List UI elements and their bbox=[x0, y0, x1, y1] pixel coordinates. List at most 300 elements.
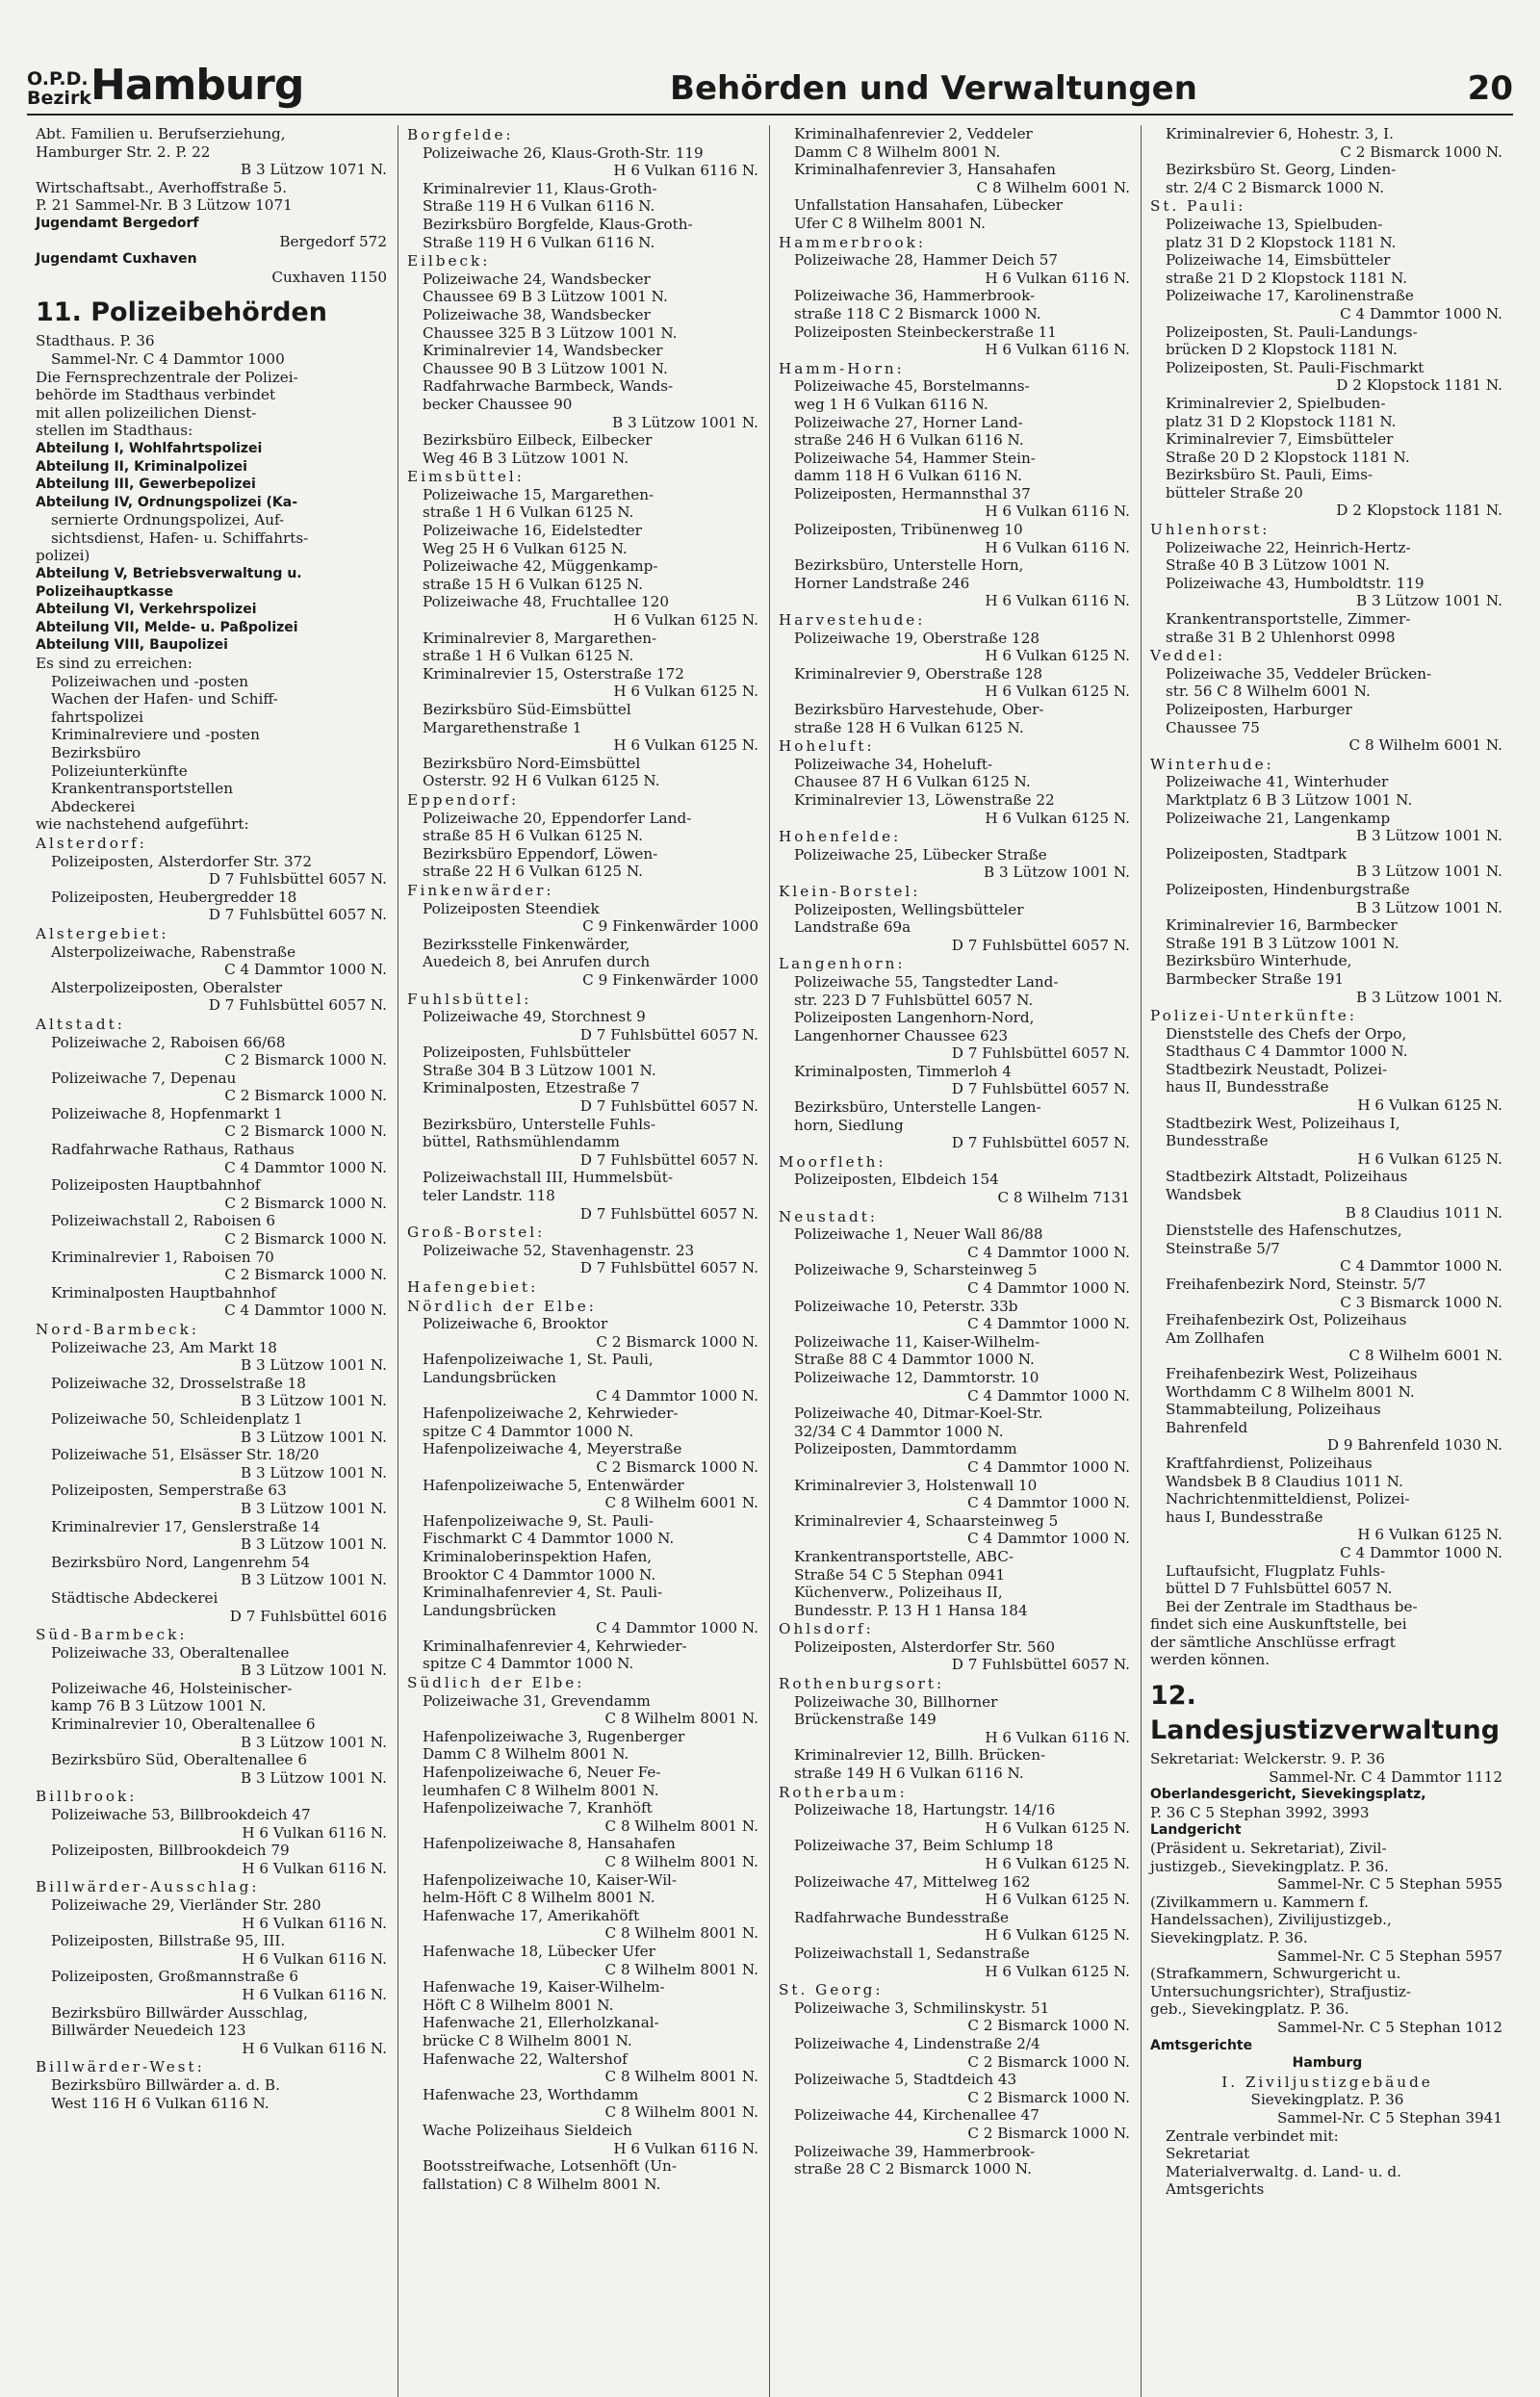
directory-entry-line: B 3 Lützow 1001 N. bbox=[983, 863, 1130, 882]
directory-entry-line: Fischmarkt C 4 Dammtor 1000 N. bbox=[423, 1530, 675, 1548]
directory-entry-line: C 8 Wilhelm 8001 N. bbox=[604, 1960, 758, 1978]
directory-entry-line: Polizeiunterkünfte bbox=[51, 761, 188, 780]
directory-entry-line: Polizeiwache 36, Hammerbrook- bbox=[794, 287, 1036, 305]
directory-entry-line: Kriminalrevier 10, Oberaltenallee 6 bbox=[51, 1715, 316, 1734]
directory-entry-line: Radfahrwache Rathaus, Rathaus bbox=[51, 1141, 295, 1159]
directory-entry-line: Polizeiwache 34, Hoheluft- bbox=[794, 755, 993, 773]
directory-entry-line: polizei) bbox=[36, 547, 90, 565]
directory-entry-line: C 2 Bismarck 1000 N. bbox=[596, 1332, 758, 1351]
directory-entry-line: Billwärder-West: bbox=[36, 2058, 205, 2076]
directory-entry-line: Polizeiposten, Harburger bbox=[1166, 701, 1352, 718]
directory-entry-line: Weg 46 B 3 Lützow 1001 N. bbox=[423, 449, 629, 467]
directory-entry-line: Polizeiwache 21, Langenkamp bbox=[1166, 809, 1391, 827]
directory-entry-line: H 6 Vulkan 6125 N. bbox=[613, 683, 758, 701]
directory-entry-line: Nachrichtenmitteldienst, Polizei- bbox=[1166, 1490, 1410, 1508]
directory-entry-line: Wandsbek B 8 Claudius 1011 N. bbox=[1166, 1472, 1403, 1490]
directory-entry-line: Osterstr. 92 H 6 Vulkan 6125 N. bbox=[423, 772, 660, 790]
directory-entry-line: Finkenwärder: bbox=[407, 881, 554, 899]
directory-entry-line: Polizeiwache 11, Kaiser-Wilhelm- bbox=[794, 1332, 1040, 1351]
directory-entry-line: Straße 191 B 3 Lützow 1001 N. bbox=[1166, 934, 1399, 952]
directory-entry-line: Abteilung V, Betriebsverwaltung u. bbox=[36, 566, 302, 582]
directory-entry-line: C 4 Dammtor 1000 N. bbox=[967, 1494, 1130, 1512]
directory-entry-line: Landungsbrücken bbox=[423, 1601, 556, 1619]
directory-entry-line: Sekretariat: Welckerstr. 9. P. 36 bbox=[1150, 1750, 1385, 1768]
directory-entry-line: Eimsbüttel: bbox=[407, 468, 525, 486]
directory-entry-line: Polizeiwache 16, Eidelstedter bbox=[423, 522, 642, 540]
directory-entry-line: Sammel-Nr. C 5 Stephan 5955 bbox=[1276, 1875, 1502, 1894]
directory-entry-line: Hamm-Horn: bbox=[779, 359, 905, 377]
directory-entry-line: Polizeiwache 42, Müggenkamp- bbox=[423, 557, 658, 576]
directory-entry-line: brücken D 2 Klopstock 1181 N. bbox=[1166, 341, 1398, 359]
directory-entry-line: Polizeiwache 28, Hammer Deich 57 bbox=[794, 251, 1059, 270]
directory-entry-line: Bezirksbüro Winterhude, bbox=[1166, 952, 1352, 970]
directory-entry-line: Polizeiwache 53, Billbrookdeich 47 bbox=[51, 1806, 311, 1824]
directory-entry-line: Sammel-Nr. C 5 Stephan 5957 bbox=[1276, 1946, 1502, 1965]
directory-entry-line: Hafenwache 21, Ellerholzkanal- bbox=[423, 2014, 659, 2032]
directory-entry-line: Polizeiwache 4, Lindenstraße 2/4 bbox=[794, 2034, 1040, 2052]
directory-entry-line: Polizeiwache 46, Holsteinischer- bbox=[51, 1679, 293, 1697]
directory-entry-line: H 6 Vulkan 6125 N. bbox=[985, 1962, 1130, 1980]
directory-entry-line: Ohlsdorf: bbox=[779, 1620, 874, 1638]
directory-entry-line: Polizeiposten, Tribünenweg 10 bbox=[794, 521, 1023, 539]
directory-entry-line: Polizeiposten, Hermannsthal 37 bbox=[794, 484, 1031, 503]
opd-label bbox=[27, 68, 91, 109]
directory-entry-line: Polizeiwache 17, Karolinenstraße bbox=[1166, 287, 1414, 305]
directory-entry-line: Polizeiwache 5, Stadtdeich 43 bbox=[794, 2071, 1017, 2089]
directory-entry-line: Polizeiwache 14, Eimsbütteler bbox=[1166, 251, 1391, 270]
directory-entry-line: D 7 Fuhlsbüttel 6057 N. bbox=[579, 1259, 758, 1277]
directory-entry-line: C 4 Dammtor 1000 N. bbox=[1340, 1257, 1502, 1276]
directory-entry-line: fallstation) C 8 Wilhelm 8001 N. bbox=[423, 2175, 661, 2193]
directory-entry-line: straße 22 H 6 Vulkan 6125 N. bbox=[423, 863, 644, 881]
directory-entry-line: H 6 Vulkan 6125 N. bbox=[985, 683, 1130, 701]
directory-entry-line: Polizeiwache 43, Humboldtstr. 119 bbox=[1166, 574, 1424, 592]
directory-entry-line: P. 21 Sammel-Nr. B 3 Lützow 1071 bbox=[36, 196, 293, 215]
directory-entry-line: D 7 Fuhlsbüttel 6057 N. bbox=[951, 936, 1130, 954]
directory-entry-line: Polizeiwache 41, Winterhuder bbox=[1166, 773, 1389, 791]
directory-entry-line: C 2 Bismarck 1000 N. bbox=[967, 2124, 1130, 2142]
directory-entry-line: Hafenwache 19, Kaiser-Wilhelm- bbox=[423, 1978, 665, 1997]
directory-entry-line: B 3 Lützow 1001 N. bbox=[240, 1768, 387, 1787]
directory-entry-line: H 6 Vulkan 6116 N. bbox=[242, 1823, 387, 1842]
directory-entry-line: Kriminalposten, Timmerloh 4 bbox=[794, 1062, 1012, 1080]
directory-entry-line: Kriminalrevier 1, Raboisen 70 bbox=[51, 1248, 274, 1266]
directory-entry-line: Langenhorner Chaussee 623 bbox=[794, 1026, 1009, 1044]
directory-entry-line: Nördlich der Elbe: bbox=[407, 1297, 597, 1315]
directory-entry-line: P. 36 C 5 Stephan 3992, 3993 bbox=[1150, 1803, 1370, 1821]
directory-entry-line: B 3 Lützow 1001 N. bbox=[240, 1356, 387, 1375]
directory-entry-line: H 6 Vulkan 6116 N. bbox=[242, 1859, 387, 1877]
directory-entry-line: Kriminalrevier 12, Billh. Brücken- bbox=[794, 1746, 1046, 1765]
directory-entry-line: Polizeiwache 44, Kirchenallee 47 bbox=[794, 2106, 1040, 2125]
directory-entry-line: Bezirksbüro Borgfelde, Klaus-Groth- bbox=[423, 215, 693, 233]
directory-entry-line: Polizeiposten Steendiek bbox=[423, 899, 600, 917]
directory-entry-line: Eilbeck: bbox=[407, 252, 491, 271]
directory-entry-line: Jugendamt Cuxhaven bbox=[36, 251, 197, 268]
directory-entry-line: Cuxhaven 1150 bbox=[271, 268, 387, 286]
directory-entry-line: Polizeiposten, Großmannstraße 6 bbox=[51, 1968, 299, 1986]
column-1 bbox=[27, 125, 398, 2397]
directory-entry-line: C 8 Wilhelm 7131 bbox=[997, 1189, 1130, 1207]
directory-entry-line: Bezirksbüro Süd-Eimsbüttel bbox=[423, 701, 631, 718]
directory-entry-line: D 2 Klopstock 1181 N. bbox=[1336, 502, 1502, 520]
directory-entry-line: Polizeiwache 24, Wandsbecker bbox=[423, 270, 651, 288]
directory-entry-line: D 7 Fuhlsbüttel 6057 N. bbox=[579, 1025, 758, 1044]
directory-entry-line: C 8 Wilhelm 6001 N. bbox=[1348, 736, 1502, 755]
directory-entry-line: H 6 Vulkan 6116 N. bbox=[242, 1985, 387, 2003]
directory-entry-line: Stammabteilung, Polizeihaus bbox=[1166, 1401, 1381, 1419]
directory-entry-line: Bei der Zentrale im Stadthaus be- bbox=[1166, 1597, 1418, 1615]
directory-entry-line: Krankentransportstelle, ABC- bbox=[794, 1547, 1014, 1565]
directory-entry-line: spitze C 4 Dammtor 1000 N. bbox=[423, 1655, 634, 1673]
directory-entry-line: Eppendorf: bbox=[407, 790, 520, 809]
directory-entry-line: Auedeich 8, bei Anrufen durch bbox=[423, 953, 651, 971]
directory-entry-line: Polizeiwache 10, Peterstr. 33b bbox=[794, 1297, 1018, 1315]
directory-entry-line: Kriminalhafenrevier 4, Kehrwieder- bbox=[423, 1637, 687, 1655]
directory-entry-line: 12. Landesjustizverwaltung bbox=[1150, 1681, 1501, 1746]
directory-entry-line: Polizeiposten, Semperstraße 63 bbox=[51, 1482, 287, 1500]
directory-entry-line: Polizeiposten, Heubergredder 18 bbox=[51, 888, 297, 906]
directory-entry-line: Hafenpolizeiwache 10, Kaiser-Wil- bbox=[423, 1870, 678, 1889]
directory-entry-line: Alsterpolizeiposten, Oberalster bbox=[51, 978, 283, 996]
directory-entry-line: Ufer C 8 Wilhelm 8001 N. bbox=[794, 214, 986, 232]
directory-entry-line: Sekretariat bbox=[1166, 2145, 1250, 2163]
directory-entry-line: Kriminalrevier 8, Margarethen- bbox=[423, 629, 657, 647]
directory-entry-line: D 7 Fuhlsbüttel 6057 N. bbox=[951, 1134, 1130, 1152]
directory-entry-line: Städtische Abdeckerei bbox=[51, 1588, 218, 1607]
directory-entry-line: Harvestehude: bbox=[779, 611, 926, 630]
directory-entry-line: Wache Polizeihaus Sieldeich bbox=[423, 2121, 632, 2139]
directory-entry-line: Alsterpolizeiwache, Rabenstraße bbox=[51, 942, 296, 961]
directory-entry-line: büttel D 7 Fuhlsbüttel 6057 N. bbox=[1166, 1580, 1393, 1598]
directory-entry-line: Straße 119 H 6 Vulkan 6116 N. bbox=[423, 233, 655, 251]
directory-entry-line: platz 31 D 2 Klopstock 1181 N. bbox=[1166, 412, 1397, 430]
directory-entry-line: B 3 Lützow 1001 N. bbox=[1355, 863, 1502, 881]
directory-entry-line: C 8 Wilhelm 6001 N. bbox=[1348, 1347, 1502, 1365]
directory-entry-line: Freihafenbezirk Ost, Polizeihaus bbox=[1166, 1311, 1407, 1329]
directory-entry-line: Stadtbezirk Neustadt, Polizei- bbox=[1166, 1060, 1388, 1078]
directory-entry-line: H 6 Vulkan 6116 N. bbox=[242, 1949, 387, 1968]
directory-entry-line: Straße 54 C 5 Stephan 0941 bbox=[794, 1565, 1006, 1584]
directory-entry-line: Sammel-Nr. C 5 Stephan 1012 bbox=[1276, 2018, 1502, 2036]
directory-entry-line: B 3 Lützow 1001 N. bbox=[240, 1499, 387, 1517]
directory-entry-line: Hamburg bbox=[1292, 2055, 1363, 2072]
directory-entry-line: Hohenfelde: bbox=[779, 828, 902, 846]
directory-entry-line: geb., Sievekingplatz. P. 36. bbox=[1150, 2000, 1349, 2019]
directory-entry-line: Sievekingplatz. P. 36 bbox=[1250, 2091, 1404, 2109]
directory-entry-line: Kriminalrevier 2, Spielbuden- bbox=[1166, 394, 1386, 412]
directory-entry-line: Straße 119 H 6 Vulkan 6116 N. bbox=[423, 197, 655, 216]
directory-entry-line: H 6 Vulkan 6125 N. bbox=[1357, 1149, 1502, 1168]
directory-entry-line: Wirtschaftsabt., Averhoffstraße 5. bbox=[36, 178, 288, 196]
directory-entry-line: Polizeiwache 23, Am Markt 18 bbox=[51, 1338, 277, 1356]
directory-entry-line: Bezirksbüro, Unterstelle Horn, bbox=[794, 556, 1024, 575]
directory-entry-line: Hafenpolizeiwache 2, Kehrwieder- bbox=[423, 1405, 679, 1423]
directory-entry-line: Polizeiwache 15, Margarethen- bbox=[423, 485, 654, 503]
directory-entry-line: B 3 Lützow 1001 N. bbox=[240, 1662, 387, 1680]
directory-entry-line: C 4 Dammtor 1000 N. bbox=[967, 1279, 1130, 1297]
directory-entry-line: Alstergebiet: bbox=[36, 924, 169, 942]
directory-entry-line: justizgeb., Sievekingplatz. P. 36. bbox=[1150, 1857, 1389, 1875]
directory-entry-line: C 4 Dammtor 1000 N. bbox=[224, 1158, 387, 1176]
directory-entry-line: Hoheluft: bbox=[779, 737, 875, 756]
directory-entry-line: Hafenpolizeiwache 6, Neuer Fe- bbox=[423, 1764, 661, 1782]
directory-entry-line: becker Chaussee 90 bbox=[423, 395, 573, 413]
directory-entry-line: C 8 Wilhelm 8001 N. bbox=[604, 1710, 758, 1728]
opd-line2: Bezirk bbox=[27, 88, 91, 109]
directory-entry-line: Kriminalrevier 6, Hohestr. 3, I. bbox=[1166, 125, 1394, 142]
directory-entry-line: D 7 Fuhlsbüttel 6057 N. bbox=[208, 906, 387, 924]
directory-entry-line: Hamburger Str. 2. P. 22 bbox=[36, 142, 211, 161]
directory-entry-line: Kriminalrevier 4, Schaarsteinweg 5 bbox=[794, 1511, 1059, 1530]
directory-entry-line: Hafenwache 17, Amerikahöft bbox=[423, 1906, 640, 1924]
directory-entry-line: Polizeiwache 19, Oberstraße 128 bbox=[794, 629, 1040, 647]
directory-entry-line: Polizei-Unterkünfte: bbox=[1150, 1007, 1357, 1025]
directory-entry-line: Weg 25 H 6 Vulkan 6125 N. bbox=[423, 539, 628, 557]
directory-entry-line: H 6 Vulkan 6125 N. bbox=[985, 1855, 1130, 1872]
directory-entry-line: Stadthaus. P. 36 bbox=[36, 332, 155, 350]
directory-entry-line: wie nachstehend aufgeführt: bbox=[36, 815, 249, 834]
directory-entry-line: Polizeiwache 35, Veddeler Brücken- bbox=[1166, 664, 1432, 683]
directory-entry-line: Polizeiwache 18, Hartungstr. 14/16 bbox=[794, 1801, 1056, 1819]
directory-entry-line: C 8 Wilhelm 6001 N. bbox=[976, 178, 1130, 196]
directory-entry-line: fahrtspolizei bbox=[51, 708, 144, 726]
directory-entry-line: teler Landstr. 118 bbox=[423, 1187, 555, 1205]
directory-entry-line: Sammel-Nr. C 4 Dammtor 1000 bbox=[51, 349, 285, 368]
directory-entry-line: C 4 Dammtor 1000 N. bbox=[967, 1315, 1130, 1333]
directory-entry-line: Abteilung VII, Melde- u. Paßpolizei bbox=[36, 619, 298, 635]
directory-entry-line: Polizeiwache 2, Raboisen 66/68 bbox=[51, 1033, 286, 1051]
directory-entry-line: Polizeiwache 49, Storchnest 9 bbox=[423, 1008, 646, 1026]
directory-entry-line: H 6 Vulkan 6116 N. bbox=[985, 341, 1130, 359]
directory-entry-line: der sämtliche Anschlüsse erfragt bbox=[1150, 1633, 1396, 1651]
columns bbox=[27, 125, 1513, 2397]
directory-entry-line: Polizeiwache 26, Klaus-Groth-Str. 119 bbox=[423, 143, 704, 162]
directory-entry-line: Hafenpolizeiwache 5, Entenwärder bbox=[423, 1476, 684, 1494]
header-left bbox=[27, 61, 470, 110]
directory-entry-line: Veddel: bbox=[1150, 647, 1225, 665]
directory-entry-line: Billwärder-Ausschlag: bbox=[36, 1878, 260, 1896]
directory-entry-line: C 9 Finkenwärder 1000 bbox=[582, 917, 758, 936]
directory-entry-line: Stadtbezirk West, Polizeihaus I, bbox=[1166, 1114, 1400, 1132]
directory-entry-line: Bundesstraße bbox=[1166, 1132, 1269, 1150]
directory-entry-line: (Zivilkammern u. Kammern f. bbox=[1150, 1893, 1369, 1911]
directory-entry-line: Polizeiwache 13, Spielbuden- bbox=[1166, 215, 1383, 233]
directory-entry-line: Bezirksbüro, Unterstelle Langen- bbox=[794, 1098, 1041, 1117]
directory-entry-line: H 6 Vulkan 6116 N. bbox=[985, 592, 1130, 610]
directory-entry-line: Krankentransportstellen bbox=[51, 780, 234, 798]
directory-entry-line: Süd-Barmbeck: bbox=[36, 1626, 188, 1644]
directory-entry-line: Brückenstraße 149 bbox=[794, 1711, 937, 1729]
directory-entry-line: brücke C 8 Wilhelm 8001 N. bbox=[423, 2031, 632, 2049]
page-number: 20 bbox=[1467, 69, 1513, 108]
directory-entry-line: Freihafenbezirk Nord, Steinstr. 5/7 bbox=[1166, 1276, 1426, 1293]
directory-entry-line: B 3 Lützow 1001 N. bbox=[240, 1733, 387, 1751]
directory-entry-line: D 9 Bahrenfeld 1030 N. bbox=[1326, 1436, 1502, 1455]
directory-entry-line: Moorfleth: bbox=[779, 1152, 886, 1171]
directory-entry-line: Hafenpolizeiwache 4, Meyerstraße bbox=[423, 1440, 682, 1458]
directory-entry-line: H 6 Vulkan 6116 N. bbox=[985, 269, 1130, 287]
directory-entry-line: horn, Siedlung bbox=[794, 1116, 904, 1134]
directory-entry-line: Rothenburgsort: bbox=[779, 1675, 945, 1693]
directory-entry-line: C 4 Dammtor 1000 N. bbox=[596, 1386, 758, 1405]
directory-entry-line: findet sich eine Auskunftstelle, bei bbox=[1150, 1615, 1407, 1634]
directory-entry-line: Neustadt: bbox=[779, 1207, 878, 1225]
directory-entry-line: mit allen polizeilichen Dienst- bbox=[36, 403, 257, 422]
directory-entry-line: C 2 Bismarck 1000 N. bbox=[1340, 142, 1502, 161]
directory-entry-line: Hafenpolizeiwache 1, St. Pauli, bbox=[423, 1351, 654, 1369]
directory-entry-line: Abteilung I, Wohlfahrtspolizei bbox=[36, 440, 263, 456]
directory-entry-line: Rotherbaum: bbox=[779, 1783, 908, 1801]
directory-entry-line: Bezirksbüro Nord, Langenrehm 54 bbox=[51, 1553, 311, 1571]
directory-entry-line: H 6 Vulkan 6116 N. bbox=[242, 1914, 387, 1932]
directory-entry-line: Polizeiwache 22, Heinrich-Hertz- bbox=[1166, 538, 1411, 556]
directory-entry-line: C 4 Dammtor 1000 N. bbox=[596, 1619, 758, 1637]
directory-entry-line: Amtsgerichte bbox=[1150, 2037, 1253, 2053]
directory-entry-line: str. 56 C 8 Wilhelm 6001 N. bbox=[1166, 683, 1371, 701]
directory-entry-line: Brooktor C 4 Dammtor 1000 N. bbox=[423, 1565, 656, 1584]
directory-entry-line: C 2 Bismarck 1000 N. bbox=[224, 1266, 387, 1284]
directory-entry-line: Polizeiwache 54, Hammer Stein- bbox=[794, 449, 1036, 467]
directory-entry-line: Margarethenstraße 1 bbox=[423, 718, 582, 736]
directory-entry-line: Polizeiposten Hauptbahnhof bbox=[51, 1176, 261, 1195]
directory-entry-line: Abteilung VIII, Baupolizei bbox=[36, 637, 228, 654]
directory-entry-line: str. 223 D 7 Fuhlsbüttel 6057 N. bbox=[794, 991, 1034, 1009]
directory-entry-line: Abteilung IV, Ordnungspolizei (Ka- bbox=[36, 494, 298, 510]
directory-entry-line: Oberlandesgericht, Sievekingsplatz, bbox=[1150, 1787, 1426, 1803]
directory-entry-line: Klein-Borstel: bbox=[779, 882, 921, 900]
directory-entry-line: Polizeiposten, Fuhlsbütteler bbox=[423, 1044, 631, 1062]
directory-entry-line: Polizeiwache 3, Schmilinskystr. 51 bbox=[794, 1998, 1050, 2017]
directory-entry-line: H 6 Vulkan 6125 N. bbox=[985, 809, 1130, 827]
directory-entry-line: Die Fernsprechzentrale der Polizei- bbox=[36, 368, 298, 386]
directory-entry-line: Bahrenfeld bbox=[1166, 1418, 1248, 1436]
directory-entry-line: C 8 Wilhelm 8001 N. bbox=[604, 2068, 758, 2086]
directory-entry-line: Bezirksstelle Finkenwärder, bbox=[423, 935, 630, 953]
directory-entry-line: Polizeiwache 32, Drosselstraße 18 bbox=[51, 1374, 306, 1392]
directory-entry-line: H 6 Vulkan 6116 N. bbox=[613, 162, 758, 180]
directory-entry-line: bütteler Straße 20 bbox=[1166, 483, 1303, 502]
directory-entry-line: H 6 Vulkan 6116 N. bbox=[613, 2139, 758, 2157]
directory-entry-line: Krankentransportstelle, Zimmer- bbox=[1166, 610, 1411, 629]
directory-entry-line: Jugendamt Bergedorf bbox=[36, 215, 199, 231]
directory-entry-line: Straße 20 D 2 Klopstock 1181 N. bbox=[1166, 448, 1410, 466]
directory-entry-line: Radfahrwache Bundesstraße bbox=[794, 1908, 1010, 1926]
directory-entry-line: Polizeiposten Steinbeckerstraße 11 bbox=[794, 322, 1057, 341]
directory-entry-line: Polizeiposten, Elbdeich 154 bbox=[794, 1171, 999, 1189]
directory-entry-line: haus I, Bundesstraße bbox=[1166, 1508, 1323, 1526]
directory-entry-line: C 2 Bismarck 1000 N. bbox=[224, 1087, 387, 1105]
directory-entry-line: leumhafen C 8 Wilhelm 8001 N. bbox=[423, 1781, 659, 1799]
directory-entry-line: Hammerbrook: bbox=[779, 233, 926, 251]
directory-entry-line: Winterhude: bbox=[1150, 755, 1274, 773]
directory-entry-line: damm 118 H 6 Vulkan 6116 N. bbox=[794, 467, 1022, 485]
directory-entry-line: Küchenverw., Polizeihaus II, bbox=[794, 1584, 1003, 1602]
directory-entry-line: Bezirksbüro Harvestehude, Ober- bbox=[794, 701, 1044, 718]
directory-entry-line: C 2 Bismarck 1000 N. bbox=[967, 2052, 1130, 2071]
directory-entry-line: D 7 Fuhlsbüttel 6057 N. bbox=[579, 1204, 758, 1223]
section-title: Behörden und Verwaltungen bbox=[670, 69, 1197, 108]
directory-entry-line: C 4 Dammtor 1000 N. bbox=[967, 1243, 1130, 1261]
directory-entry-line: H 6 Vulkan 6125 N. bbox=[613, 611, 758, 630]
directory-entry-line: Borgfelde: bbox=[407, 126, 514, 143]
directory-entry-line: C 8 Wilhelm 8001 N. bbox=[604, 1924, 758, 1943]
directory-entry-line: Polizeiposten, St. Pauli-Landungs- bbox=[1166, 322, 1418, 341]
directory-entry-line: Kriminalposten, Etzestraße 7 bbox=[423, 1079, 640, 1097]
directory-entry-line: H 6 Vulkan 6125 N. bbox=[985, 1818, 1130, 1837]
directory-entry-line: Kriminalposten Hauptbahnhof bbox=[51, 1283, 276, 1302]
directory-entry-line: Bootsstreifwache, Lotsenhöft (Un- bbox=[423, 2157, 677, 2176]
directory-entry-line: (Präsident u. Sekretariat), Zivil- bbox=[1150, 1840, 1387, 1858]
directory-entry-line: H 6 Vulkan 6125 N. bbox=[985, 647, 1130, 665]
directory-entry-line: Hafenpolizeiwache 9, St. Pauli- bbox=[423, 1511, 654, 1530]
directory-entry-line: D 2 Klopstock 1181 N. bbox=[1336, 376, 1502, 395]
directory-entry-line: Polizeiwache 29, Vierländer Str. 280 bbox=[51, 1896, 321, 1914]
opd-line1: O.P.D. bbox=[27, 68, 89, 90]
directory-entry-line: Kriminalrevier 16, Barmbecker bbox=[1166, 916, 1398, 935]
directory-entry-line: C 8 Wilhelm 8001 N. bbox=[604, 2103, 758, 2122]
directory-entry-line: str. 2/4 C 2 Bismarck 1000 N. bbox=[1166, 178, 1385, 196]
directory-entry-line: C 2 Bismarck 1000 N. bbox=[224, 1122, 387, 1141]
directory-entry-line: C 2 Bismarck 1000 N. bbox=[224, 1051, 387, 1070]
directory-entry-line: straße 15 H 6 Vulkan 6125 N. bbox=[423, 575, 644, 593]
directory-entry-line: Hafenwache 22, Waltershof bbox=[423, 2049, 628, 2068]
directory-entry-line: straße 246 H 6 Vulkan 6116 N. bbox=[794, 431, 1024, 450]
directory-entry-line: H 6 Vulkan 6125 N. bbox=[985, 1926, 1130, 1945]
directory-entry-line: Bezirksbüro Eppendorf, Löwen- bbox=[423, 844, 658, 863]
directory-entry-line: H 6 Vulkan 6125 N. bbox=[1357, 1526, 1502, 1544]
directory-entry-line: Untersuchungsrichter), Strafjustiz- bbox=[1150, 1982, 1412, 2000]
directory-entry-line: Polizeiwache 39, Hammerbrook- bbox=[794, 2142, 1036, 2160]
directory-entry-line: Dienststelle des Chefs der Orpo, bbox=[1166, 1024, 1407, 1043]
directory-entry-line: straße 31 B 2 Uhlenhorst 0998 bbox=[1166, 628, 1396, 646]
directory-entry-line: sichtsdienst, Hafen- u. Schiffahrts- bbox=[51, 528, 309, 547]
directory-entry-line: Polizeiwache 48, Fruchtallee 120 bbox=[423, 593, 669, 611]
directory-entry-line: Straße 40 B 3 Lützow 1001 N. bbox=[1166, 556, 1390, 575]
directory-entry-line: Polizeiwache 52, Stavenhagenstr. 23 bbox=[423, 1241, 695, 1259]
directory-entry-line: Polizeihauptkasse bbox=[36, 583, 173, 600]
directory-entry-line: Polizeiwache 40, Ditmar-Koel-Str. bbox=[794, 1405, 1043, 1423]
directory-entry-line: Sammel-Nr. C 5 Stephan 3941 bbox=[1276, 2108, 1502, 2126]
directory-entry-line: H 6 Vulkan 6125 N. bbox=[613, 736, 758, 755]
directory-entry-line: B 3 Lützow 1001 N. bbox=[1355, 827, 1502, 845]
directory-entry-line: Barmbecker Straße 191 bbox=[1166, 969, 1345, 988]
directory-entry-line: Alsterdorf: bbox=[36, 834, 147, 852]
directory-entry-line: Straße 88 C 4 Dammtor 1000 N. bbox=[794, 1351, 1035, 1369]
directory-entry-line: Kriminalrevier 14, Wandsbecker bbox=[423, 342, 663, 360]
directory-entry-line: Kriminalrevier 3, Holstenwall 10 bbox=[794, 1476, 1038, 1494]
directory-entry-line: Kriminalhafenrevier 3, Hansahafen bbox=[794, 161, 1056, 179]
directory-entry-line: Polizeiposten, Alsterdorfer Str. 372 bbox=[51, 852, 313, 870]
directory-entry-line: straße 149 H 6 Vulkan 6116 N. bbox=[794, 1765, 1024, 1783]
directory-entry-line: Luftaufsicht, Flugplatz Fuhls- bbox=[1166, 1561, 1386, 1580]
directory-entry-line: Polizeiposten, Stadtpark bbox=[1166, 844, 1348, 863]
directory-entry-line: Bergedorf 572 bbox=[279, 232, 387, 250]
directory-entry-line: Stadthaus C 4 Dammtor 1000 N. bbox=[1166, 1043, 1408, 1061]
directory-entry-line: St. Georg: bbox=[779, 1981, 884, 1999]
directory-entry-line: Polizeiwache 45, Borstelmanns- bbox=[794, 377, 1030, 396]
directory-entry-line: Polizeiwache 51, Elsässer Str. 18/20 bbox=[51, 1446, 320, 1464]
directory-entry-line: Chaussee 325 B 3 Lützow 1001 N. bbox=[423, 323, 678, 342]
directory-entry-line: Polizeiposten, Hindenburgstraße bbox=[1166, 880, 1410, 898]
directory-entry-line: straße 128 H 6 Vulkan 6125 N. bbox=[794, 718, 1024, 736]
directory-entry-line: Wandsbek bbox=[1166, 1186, 1242, 1204]
directory-entry-line: B 3 Lützow 1001 N. bbox=[611, 413, 758, 431]
column-2 bbox=[398, 125, 770, 2397]
directory-entry-line: Bezirksbüro, Unterstelle Fuhls- bbox=[423, 1115, 656, 1133]
directory-entry-line: Polizeiwache 30, Billhorner bbox=[794, 1692, 998, 1711]
directory-entry-line: Bezirksbüro Nord-Eimsbüttel bbox=[423, 754, 641, 772]
